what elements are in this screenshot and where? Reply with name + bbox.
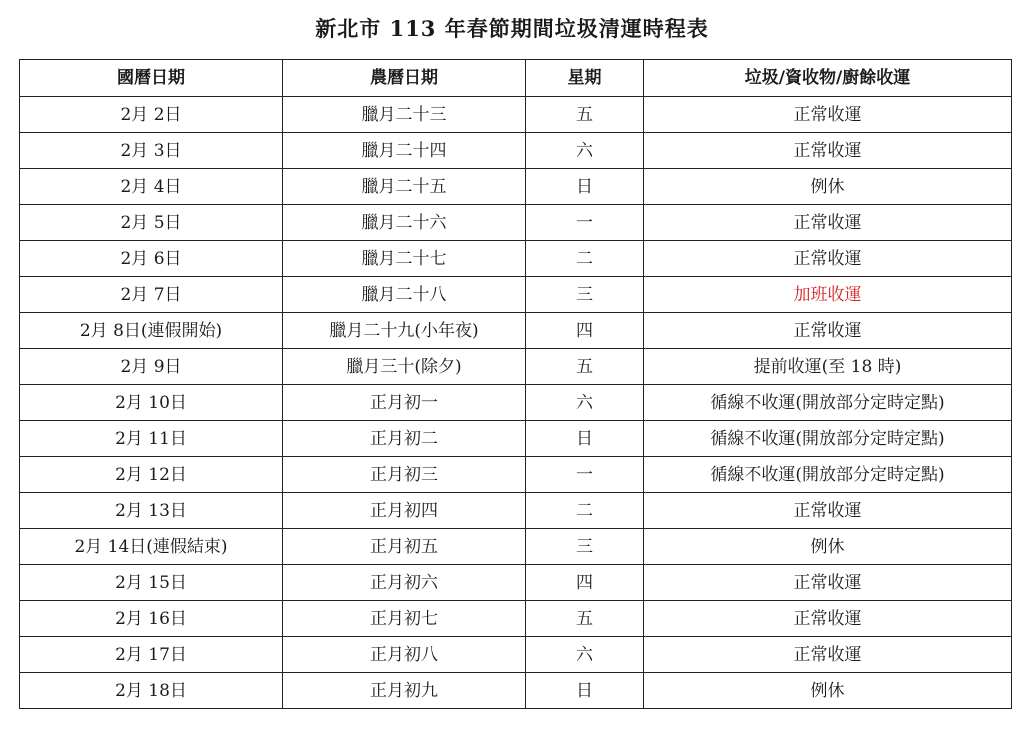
- cell-solar-date: 2月 18日: [20, 673, 283, 709]
- cell-weekday: 一: [526, 205, 644, 241]
- cell-weekday: 二: [526, 493, 644, 529]
- cell-lunar-date: 正月初九: [283, 673, 526, 709]
- schedule-table: [19, 59, 1012, 709]
- cell-service: 正常收運: [644, 493, 1012, 529]
- cell-weekday: 五: [526, 349, 644, 385]
- cell-service: 正常收運: [644, 241, 1012, 277]
- cell-weekday: 六: [526, 637, 644, 673]
- header-lunar-date: 農曆日期: [283, 60, 526, 97]
- cell-lunar-date: 正月初二: [283, 421, 526, 457]
- cell-solar-date: 2月 11日: [20, 421, 283, 457]
- cell-solar-date: 2月 2日: [20, 97, 283, 133]
- cell-service: 正常收運: [644, 637, 1012, 673]
- cell-solar-date: 2月 7日: [20, 277, 283, 313]
- table-row: [20, 601, 1012, 637]
- cell-lunar-date: 臘月二十四: [283, 133, 526, 169]
- table-row: [20, 277, 1012, 313]
- header-solar-date: 國曆日期: [20, 60, 283, 97]
- cell-lunar-date: 正月初四: [283, 493, 526, 529]
- table-row: [20, 133, 1012, 169]
- table-row: [20, 349, 1012, 385]
- table-row: [20, 205, 1012, 241]
- cell-service: 正常收運: [644, 313, 1012, 349]
- cell-lunar-date: 正月初六: [283, 565, 526, 601]
- table-row: [20, 385, 1012, 421]
- cell-weekday: 三: [526, 529, 644, 565]
- table-row: [20, 565, 1012, 601]
- cell-service: 正常收運: [644, 97, 1012, 133]
- cell-lunar-date: 臘月二十五: [283, 169, 526, 205]
- cell-service: 正常收運: [644, 565, 1012, 601]
- cell-weekday: 日: [526, 421, 644, 457]
- cell-service: 例休: [644, 169, 1012, 205]
- cell-weekday: 六: [526, 133, 644, 169]
- cell-service: 正常收運: [644, 205, 1012, 241]
- cell-solar-date: 2月 13日: [20, 493, 283, 529]
- cell-lunar-date: 臘月二十九(小年夜): [283, 313, 526, 349]
- cell-weekday: 日: [526, 169, 644, 205]
- cell-solar-date: 2月 8日(連假開始): [20, 313, 283, 349]
- cell-weekday: 日: [526, 673, 644, 709]
- cell-lunar-date: 臘月三十(除夕): [283, 349, 526, 385]
- cell-lunar-date: 臘月二十八: [283, 277, 526, 313]
- cell-solar-date: 2月 10日: [20, 385, 283, 421]
- cell-solar-date: 2月 5日: [20, 205, 283, 241]
- cell-solar-date: 2月 9日: [20, 349, 283, 385]
- page-title: 新北市 113 年春節期間垃圾清運時程表: [315, 16, 709, 41]
- cell-lunar-date: 臘月二十六: [283, 205, 526, 241]
- cell-service: 正常收運: [644, 133, 1012, 169]
- table-row: [20, 493, 1012, 529]
- table-row: [20, 241, 1012, 277]
- cell-weekday: 六: [526, 385, 644, 421]
- cell-lunar-date: 正月初三: [283, 457, 526, 493]
- header-weekday: 星期: [526, 60, 644, 97]
- table-row: [20, 421, 1012, 457]
- header-row: [20, 60, 1012, 97]
- cell-solar-date: 2月 12日: [20, 457, 283, 493]
- cell-service: 循線不收運(開放部分定時定點): [644, 421, 1012, 457]
- table-row: [20, 673, 1012, 709]
- cell-solar-date: 2月 15日: [20, 565, 283, 601]
- schedule-body: [20, 97, 1012, 709]
- cell-service: 提前收運(至 18 時): [644, 349, 1012, 385]
- cell-weekday: 五: [526, 97, 644, 133]
- cell-lunar-date: 正月初一: [283, 385, 526, 421]
- table-row: [20, 529, 1012, 565]
- cell-lunar-date: 臘月二十三: [283, 97, 526, 133]
- cell-lunar-date: 正月初七: [283, 601, 526, 637]
- cell-solar-date: 2月 14日(連假結束): [20, 529, 283, 565]
- table-row: [20, 313, 1012, 349]
- table-row: [20, 169, 1012, 205]
- cell-service: 循線不收運(開放部分定時定點): [644, 385, 1012, 421]
- cell-lunar-date: 臘月二十七: [283, 241, 526, 277]
- cell-solar-date: 2月 17日: [20, 637, 283, 673]
- cell-service: 加班收運: [644, 277, 1012, 313]
- cell-lunar-date: 正月初八: [283, 637, 526, 673]
- cell-solar-date: 2月 16日: [20, 601, 283, 637]
- cell-solar-date: 2月 3日: [20, 133, 283, 169]
- cell-service: 循線不收運(開放部分定時定點): [644, 457, 1012, 493]
- table-row: [20, 97, 1012, 133]
- cell-solar-date: 2月 6日: [20, 241, 283, 277]
- table-row: [20, 637, 1012, 673]
- cell-service: 例休: [644, 529, 1012, 565]
- cell-solar-date: 2月 4日: [20, 169, 283, 205]
- header-service: 垃圾/資收物/廚餘收運: [644, 60, 1012, 97]
- cell-weekday: 四: [526, 565, 644, 601]
- table-row: [20, 457, 1012, 493]
- cell-service: 正常收運: [644, 601, 1012, 637]
- cell-weekday: 三: [526, 277, 644, 313]
- cell-weekday: 五: [526, 601, 644, 637]
- cell-weekday: 二: [526, 241, 644, 277]
- cell-service: 例休: [644, 673, 1012, 709]
- cell-weekday: 一: [526, 457, 644, 493]
- cell-weekday: 四: [526, 313, 644, 349]
- cell-lunar-date: 正月初五: [283, 529, 526, 565]
